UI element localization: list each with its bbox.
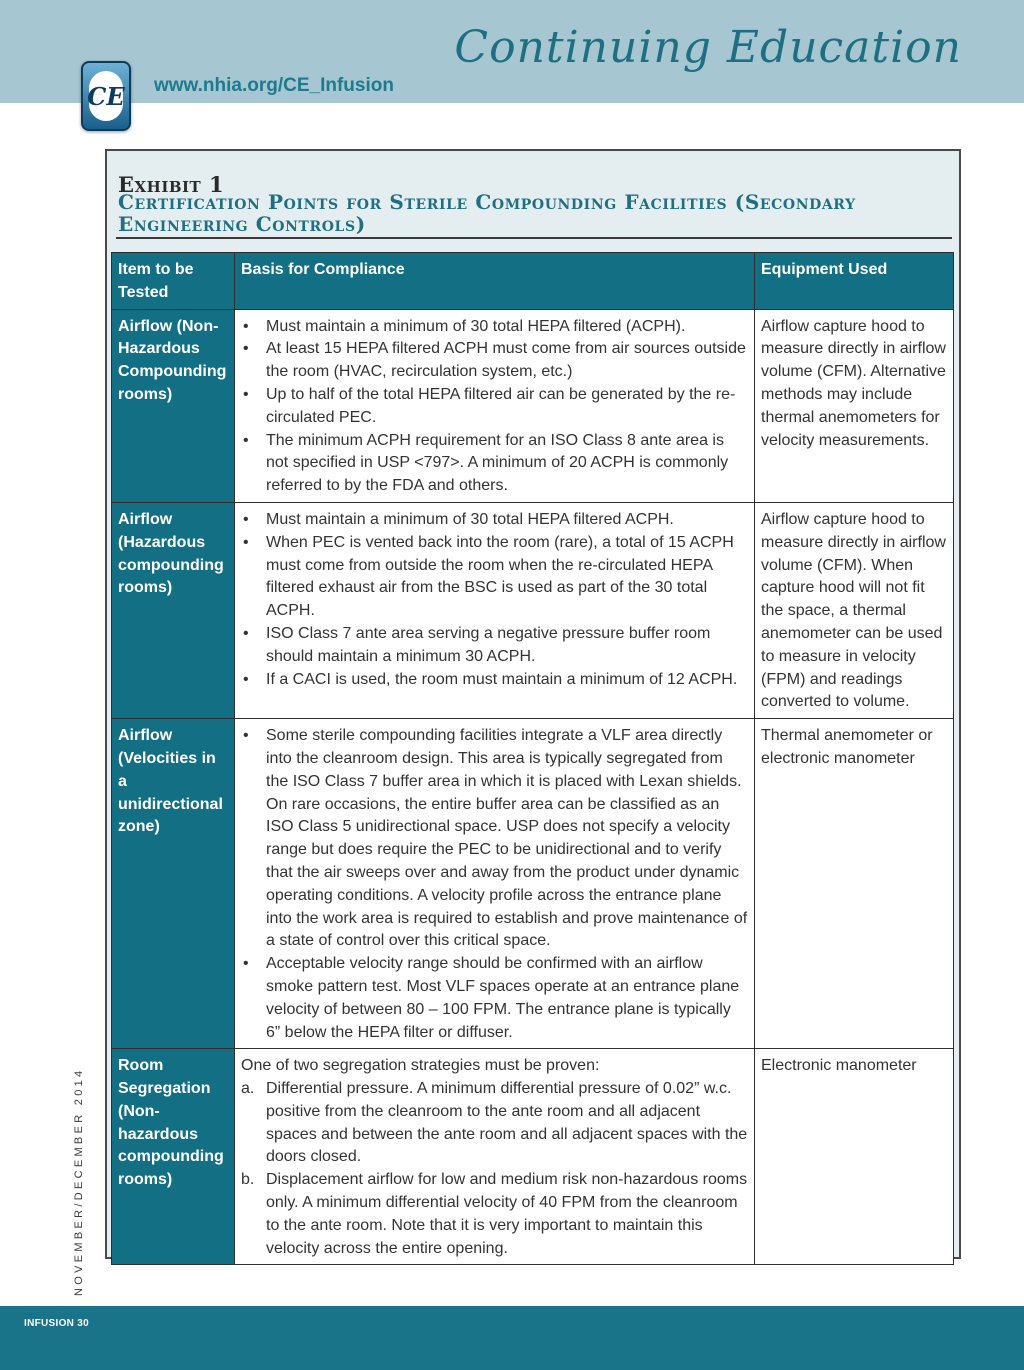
basis-bullet: • Up to half of the total HEPA filtered air can be generated by the re-circulated PEC. (241, 384, 748, 430)
table-row (112, 1049, 954, 1265)
basis-bullet: • Must maintain a minimum of 30 total HEPA filtered ACPH. (241, 509, 748, 532)
basis-cell (235, 1049, 755, 1265)
continuing-education-title: Continuing Education (454, 22, 962, 73)
lettered-text: Displacement airflow for low and medium risk non-hazardous rooms only. A minimum differential velocity of 40 FPM from the cleanroom to the ante room. Note that it is very important to maintain this velocity across the entire opening. (266, 1171, 748, 1257)
exhibit-title: Certification Points for Sterile Compounding Facilities (Secondary Engineering Controls) (118, 190, 856, 236)
column-header-item: Item to be Tested (112, 253, 235, 310)
equipment-cell: Airflow capture hood to measure directly in airflow volume (CFM). Alternative methods may include thermal anemometers for velocity measurements. (755, 309, 954, 502)
footer-band (0, 1306, 1024, 1370)
basis-lettered-item (241, 1078, 748, 1169)
basis-bullet-list (241, 725, 748, 1044)
basis-intro: One of two segregation strategies must be proven: (241, 1057, 600, 1075)
table-row (112, 309, 954, 502)
equipment-cell: Airflow capture hood to measure directly in airflow volume (CFM). When capture hood will not fit the space, a thermal anemometer can be used to measure in velocity (FPM) and readings converted to volume. (755, 502, 954, 718)
item-cell: Room Segregation (Non-hazardous compounding rooms) (112, 1049, 235, 1265)
basis-lettered-item (241, 1169, 748, 1260)
basis-bullet: • Some sterile compounding facilities integrate a VLF area directly into the cleanroom design. This area is typically segregated from the ISO Class 7 buffer area in which it is placed with Lexan shields. On rare occasions, the entire buffer area can be classified as an ISO Class 5 unidirectional space. USP does not specify a velocity range but does require the PEC to be unidirectional and to verify that the air sweeps over and away from the product under dynamic operating conditions. A velocity profile across the entrance plane into the work area is required to establish and prove maintenance of a state of control over this critical space. (241, 725, 748, 953)
column-header-equipment: Equipment Used (755, 253, 954, 310)
basis-cell (235, 719, 755, 1049)
list-marker: a. (241, 1080, 255, 1098)
basis-lettered-list (241, 1078, 748, 1260)
site-url-link[interactable]: www.nhia.org/CE_Infusion (154, 75, 394, 96)
basis-bullet: • Acceptable velocity range should be confirmed with an airflow smoke pattern test. Most VLF spaces operate at an entrance plane velocity of between 80 – 100 FPM. The entrance plane is typically 6” below the HEPA filter or diffuser. (241, 953, 748, 1044)
ce-logo-icon (81, 61, 131, 131)
table-row (112, 719, 954, 1049)
exhibit-panel (105, 149, 961, 1259)
basis-bullet: • At least 15 HEPA filtered ACPH must come from air sources outside the room (HVAC, recirculation system, etc.) (241, 338, 748, 384)
basis-cell (235, 502, 755, 718)
item-cell: Airflow (Non-Hazardous Compounding rooms) (112, 309, 235, 502)
page-folio: INFUSION 30 (24, 1318, 89, 1329)
issue-date: NOVEMBER/DECEMBER 2014 (73, 1067, 85, 1296)
basis-bullet: • If a CACI is used, the room must maintain a minimum of 12 ACPH. (241, 669, 748, 692)
item-cell: Airflow (Velocities in a unidirectional zone) (112, 719, 235, 1049)
basis-bullet: • When PEC is vented back into the room (rare), a total of 15 ACPH must come from outside the room when the re-circulated HEPA filtered exhaust air from the BSC is used as part of the 30 total ACPH. (241, 532, 748, 623)
basis-cell (235, 309, 755, 502)
title-divider (116, 237, 952, 239)
basis-bullet-list (241, 316, 748, 498)
table-row (112, 502, 954, 718)
exhibit-label: Exhibit 1 (118, 172, 225, 197)
basis-bullet: • Must maintain a minimum of 30 total HEPA filtered (ACPH). (241, 316, 748, 339)
basis-bullet-list (241, 509, 748, 691)
equipment-cell: Thermal anemometer or electronic manometer (755, 719, 954, 1049)
equipment-cell: Electronic manometer (755, 1049, 954, 1265)
lettered-text: Differential pressure. A minimum differential pressure of 0.02” w.c. positive from the cleanroom to the ante room and all adjacent spaces and between the ante room and all adjacent spaces with the doors closed. (266, 1080, 748, 1166)
basis-bullet: • The minimum ACPH requirement for an ISO Class 8 ante area is not specified in USP <797>. A minimum of 20 ACPH is commonly referred to by the FDA and others. (241, 430, 748, 498)
list-marker: b. (241, 1171, 255, 1189)
table-header-row (112, 253, 954, 310)
basis-bullet: • ISO Class 7 ante area serving a negative pressure buffer room should maintain a minimum 30 ACPH. (241, 623, 748, 669)
column-header-basis: Basis for Compliance (235, 253, 755, 310)
item-cell: Airflow (Hazardous compounding rooms) (112, 502, 235, 718)
certification-table (111, 252, 954, 1265)
ce-logo-mark: CE (89, 71, 123, 121)
